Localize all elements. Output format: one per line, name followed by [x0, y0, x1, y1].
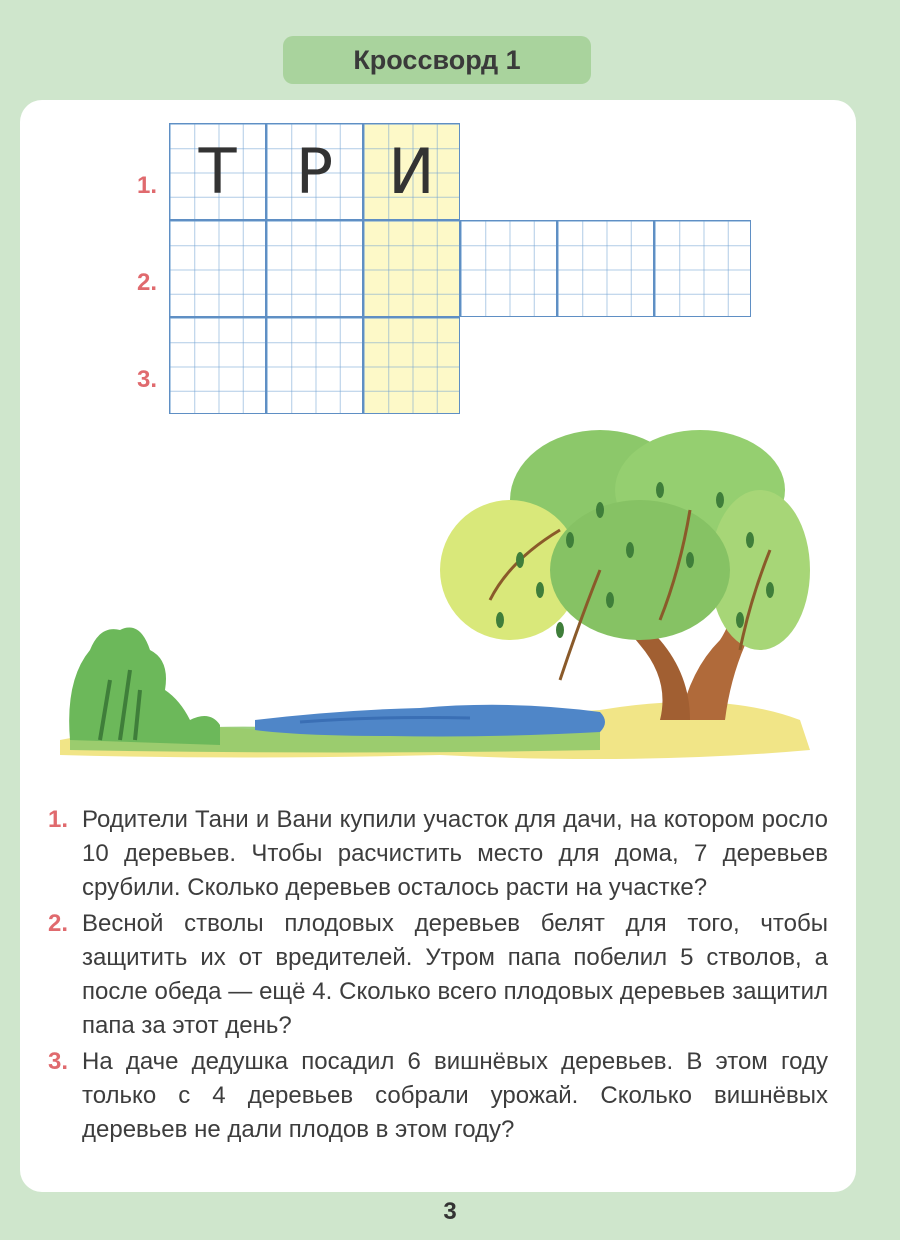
crossword-cell-r1-c3-key[interactable]: И [363, 123, 460, 220]
crossword-cell-r2-c5[interactable] [557, 220, 654, 317]
task-text: Весной стволы плодовых деревьев белят для того, чтобы защитить их от вредителей. Утром папа побелил 5 стволов, а после обеда — ещё 4. Сколько всего плодовых деревьев защитил папа за этот день? [82, 910, 828, 1039]
task-number: 2. [48, 910, 69, 937]
crossword-cell-r2-c6[interactable] [654, 220, 751, 317]
task-number: 3. [48, 1048, 69, 1075]
task-text: На даче дедушка посадил 6 вишнёвых деревьев. В этом году только с 4 деревьев собрали урожай. Сколько вишнёвых деревьев не дали плодов в этом году? [82, 1048, 828, 1143]
crossword-row-label-1: 1. [137, 172, 158, 199]
crossword-cell-r1-c1[interactable]: Т [169, 123, 266, 220]
willow-pond-illustration [40, 420, 820, 780]
task-number: 1. [48, 806, 69, 833]
crossword-cell-r1-c2[interactable]: Р [266, 123, 363, 220]
crossword-cell-r2-c3-key[interactable] [363, 220, 460, 317]
task-2 [48, 907, 828, 1043]
crossword-cell-r2-c1[interactable] [169, 220, 266, 317]
task-1 [48, 803, 828, 905]
crossword-cell-r2-c4[interactable] [460, 220, 557, 317]
crossword-cell-r3-c2[interactable] [266, 317, 363, 414]
page-title: Кроссворд 1 [283, 36, 591, 84]
task-3 [48, 1045, 828, 1147]
crossword-cell-r3-c1[interactable] [169, 317, 266, 414]
task-text: Родители Тани и Вани купили участок для дачи, на котором росло 10 деревьев. Чтобы расчистить место для дома, 7 деревьев срубили. Сколько деревьев осталось расти на участке? [82, 806, 828, 901]
crossword-row-label-2: 2. [137, 269, 158, 296]
crossword-row-label-3: 3. [137, 366, 158, 393]
page-number: 3 [443, 1198, 457, 1225]
word-problems [48, 803, 828, 1149]
crossword-cell-r3-c3-key[interactable] [363, 317, 460, 414]
crossword-cell-r2-c2[interactable] [266, 220, 363, 317]
